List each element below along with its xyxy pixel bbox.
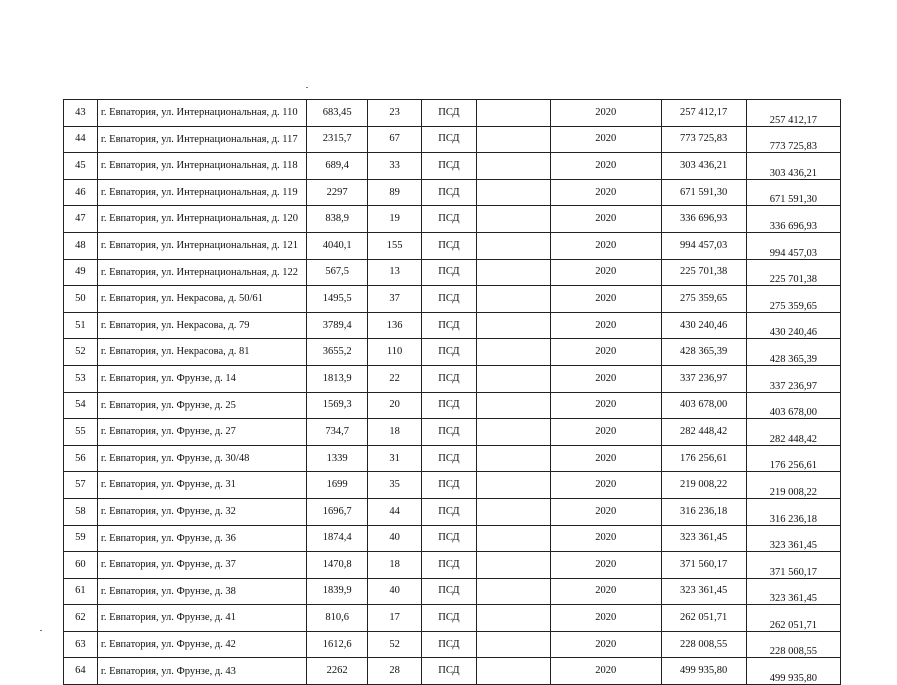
apartments-cell: 110 [368,339,421,366]
table-row [64,286,841,313]
work-type-cell: ПСД [421,498,476,525]
year-cell: 2020 [550,658,661,685]
empty-cell [477,286,551,313]
address-cell: г. Евпатория, ул. Фрунзе, д. 32 [97,498,306,525]
empty-cell [477,153,551,180]
apartments-cell: 35 [368,472,421,499]
year-cell: 2020 [550,445,661,472]
empty-cell [477,365,551,392]
year-cell: 2020 [550,206,661,233]
year-cell: 2020 [550,339,661,366]
empty-cell [477,525,551,552]
table-row [64,605,841,632]
total-cell: 316 236,18 [746,498,840,525]
total-cell: 282 448,42 [746,419,840,446]
table-row [64,472,841,499]
address-cell: г. Евпатория, ул. Фрунзе, д. 14 [97,365,306,392]
row-number-cell: 53 [64,365,98,392]
empty-cell [477,206,551,233]
table-row [64,631,841,658]
apartments-cell: 89 [368,179,421,206]
cost-cell: 257 412,17 [661,100,746,127]
work-type-cell: ПСД [421,232,476,259]
year-cell: 2020 [550,419,661,446]
work-type-cell: ПСД [421,578,476,605]
apartments-cell: 40 [368,578,421,605]
row-number-cell: 64 [64,658,98,685]
row-number-cell: 61 [64,578,98,605]
address-cell: г. Евпатория, ул. Фрунзе, д. 37 [97,552,306,579]
table-row [64,498,841,525]
apartments-cell: 19 [368,206,421,233]
area-cell: 2297 [306,179,368,206]
cost-cell: 225 701,38 [661,259,746,286]
year-cell: 2020 [550,126,661,153]
empty-cell [477,472,551,499]
area-cell: 2262 [306,658,368,685]
table-row [64,259,841,286]
address-cell: г. Евпатория, ул. Интернациональная, д. 122 [97,259,306,286]
cost-cell: 275 359,65 [661,286,746,313]
area-cell: 1699 [306,472,368,499]
address-cell: г. Евпатория, ул. Интернациональная, д. 121 [97,232,306,259]
empty-cell [477,259,551,286]
empty-cell [477,126,551,153]
address-cell: г. Евпатория, ул. Фрунзе, д. 36 [97,525,306,552]
apartments-cell: 20 [368,392,421,419]
row-number-cell: 50 [64,286,98,313]
apartments-cell: 28 [368,658,421,685]
year-cell: 2020 [550,365,661,392]
table-row [64,552,841,579]
area-cell: 4040,1 [306,232,368,259]
row-number-cell: 58 [64,498,98,525]
area-cell: 567,5 [306,259,368,286]
empty-cell [477,552,551,579]
apartments-cell: 22 [368,365,421,392]
work-type-cell: ПСД [421,552,476,579]
total-cell: 428 365,39 [746,339,840,366]
area-cell: 2315,7 [306,126,368,153]
year-cell: 2020 [550,498,661,525]
work-type-cell: ПСД [421,605,476,632]
area-cell: 689,4 [306,153,368,180]
table-row [64,445,841,472]
cost-cell: 671 591,30 [661,179,746,206]
empty-cell [477,419,551,446]
year-cell: 2020 [550,578,661,605]
empty-cell [477,100,551,127]
address-cell: г. Евпатория, ул. Фрунзе, д. 43 [97,658,306,685]
row-number-cell: 60 [64,552,98,579]
table-row [64,658,841,685]
total-cell: 994 457,03 [746,232,840,259]
work-type-cell: ПСД [421,179,476,206]
table-row [64,525,841,552]
address-cell: г. Евпатория, ул. Фрунзе, д. 42 [97,631,306,658]
empty-cell [477,658,551,685]
address-cell: г. Евпатория, ул. Интернациональная, д. 120 [97,206,306,233]
area-cell: 1470,8 [306,552,368,579]
address-cell: г. Евпатория, ул. Фрунзе, д. 25 [97,392,306,419]
total-cell: 303 436,21 [746,153,840,180]
row-number-cell: 63 [64,631,98,658]
table-row [64,392,841,419]
table-row [64,419,841,446]
cost-cell: 316 236,18 [661,498,746,525]
work-type-cell: ПСД [421,631,476,658]
row-number-cell: 45 [64,153,98,180]
row-number-cell: 48 [64,232,98,259]
empty-cell [477,631,551,658]
work-type-cell: ПСД [421,286,476,313]
empty-cell [477,498,551,525]
area-cell: 1612,6 [306,631,368,658]
total-cell: 773 725,83 [746,126,840,153]
row-number-cell: 44 [64,126,98,153]
cost-cell: 371 560,17 [661,552,746,579]
work-type-cell: ПСД [421,419,476,446]
row-number-cell: 62 [64,605,98,632]
cost-cell: 323 361,45 [661,578,746,605]
total-cell: 403 678,00 [746,392,840,419]
apartments-cell: 17 [368,605,421,632]
area-cell: 1696,7 [306,498,368,525]
cost-cell: 262 051,71 [661,605,746,632]
empty-cell [477,312,551,339]
work-type-cell: ПСД [421,365,476,392]
area-cell: 3789,4 [306,312,368,339]
year-cell: 2020 [550,259,661,286]
table-row [64,232,841,259]
row-number-cell: 47 [64,206,98,233]
address-cell: г. Евпатория, ул. Фрунзе, д. 38 [97,578,306,605]
total-cell: 225 701,38 [746,259,840,286]
area-cell: 1874,4 [306,525,368,552]
area-cell: 1339 [306,445,368,472]
table-row [64,100,841,127]
cost-cell: 303 436,21 [661,153,746,180]
table-row [64,153,841,180]
total-cell: 337 236,97 [746,365,840,392]
address-cell: г. Евпатория, ул. Интернациональная, д. 117 [97,126,306,153]
scan-speck [40,630,42,631]
empty-cell [477,392,551,419]
address-cell: г. Евпатория, ул. Некрасова, д. 81 [97,339,306,366]
cost-cell: 282 448,42 [661,419,746,446]
table-row [64,126,841,153]
cost-cell: 773 725,83 [661,126,746,153]
table-body [64,100,841,685]
area-cell: 1813,9 [306,365,368,392]
address-cell: г. Евпатория, ул. Некрасова, д. 50/61 [97,286,306,313]
empty-cell [477,339,551,366]
table-row [64,578,841,605]
cost-cell: 428 365,39 [661,339,746,366]
table-row [64,206,841,233]
apartments-cell: 40 [368,525,421,552]
area-cell: 1569,3 [306,392,368,419]
apartments-cell: 37 [368,286,421,313]
year-cell: 2020 [550,286,661,313]
total-cell: 430 240,46 [746,312,840,339]
area-cell: 810,6 [306,605,368,632]
year-cell: 2020 [550,312,661,339]
year-cell: 2020 [550,392,661,419]
empty-cell [477,232,551,259]
address-cell: г. Евпатория, ул. Некрасова, д. 79 [97,312,306,339]
cost-cell: 228 008,55 [661,631,746,658]
cost-cell: 499 935,80 [661,658,746,685]
year-cell: 2020 [550,100,661,127]
total-cell: 499 935,80 [746,658,840,685]
cost-cell: 337 236,97 [661,365,746,392]
row-number-cell: 59 [64,525,98,552]
scan-speck [306,87,308,88]
cost-cell: 176 256,61 [661,445,746,472]
row-number-cell: 56 [64,445,98,472]
total-cell: 262 051,71 [746,605,840,632]
empty-cell [477,445,551,472]
address-cell: г. Евпатория, ул. Фрунзе, д. 31 [97,472,306,499]
total-cell: 275 359,65 [746,286,840,313]
row-number-cell: 55 [64,419,98,446]
cost-cell: 323 361,45 [661,525,746,552]
year-cell: 2020 [550,525,661,552]
row-number-cell: 51 [64,312,98,339]
row-number-cell: 57 [64,472,98,499]
empty-cell [477,578,551,605]
table-row [64,179,841,206]
total-cell: 176 256,61 [746,445,840,472]
row-number-cell: 49 [64,259,98,286]
address-cell: г. Евпатория, ул. Фрунзе, д. 27 [97,419,306,446]
work-type-cell: ПСД [421,100,476,127]
total-cell: 257 412,17 [746,100,840,127]
apartments-cell: 44 [368,498,421,525]
total-cell: 371 560,17 [746,552,840,579]
area-cell: 838,9 [306,206,368,233]
work-type-cell: ПСД [421,206,476,233]
row-number-cell: 54 [64,392,98,419]
work-type-cell: ПСД [421,259,476,286]
area-cell: 1839,9 [306,578,368,605]
year-cell: 2020 [550,153,661,180]
work-type-cell: ПСД [421,525,476,552]
apartments-cell: 23 [368,100,421,127]
cost-cell: 336 696,93 [661,206,746,233]
address-cell: г. Евпатория, ул. Фрунзе, д. 41 [97,605,306,632]
work-type-cell: ПСД [421,392,476,419]
work-type-cell: ПСД [421,445,476,472]
address-cell: г. Евпатория, ул. Интернациональная, д. 118 [97,153,306,180]
work-type-cell: ПСД [421,153,476,180]
cost-cell: 430 240,46 [661,312,746,339]
empty-cell [477,179,551,206]
work-type-cell: ПСД [421,472,476,499]
cost-cell: 994 457,03 [661,232,746,259]
empty-cell [477,605,551,632]
apartments-cell: 155 [368,232,421,259]
work-type-cell: ПСД [421,658,476,685]
total-cell: 671 591,30 [746,179,840,206]
table-row [64,365,841,392]
apartments-cell: 31 [368,445,421,472]
apartments-cell: 52 [368,631,421,658]
year-cell: 2020 [550,179,661,206]
address-cell: г. Евпатория, ул. Фрунзе, д. 30/48 [97,445,306,472]
total-cell: 228 008,55 [746,631,840,658]
address-cell: г. Евпатория, ул. Интернациональная, д. 119 [97,179,306,206]
total-cell: 323 361,45 [746,525,840,552]
year-cell: 2020 [550,605,661,632]
year-cell: 2020 [550,472,661,499]
total-cell: 323 361,45 [746,578,840,605]
table-row [64,312,841,339]
apartments-cell: 13 [368,259,421,286]
apartments-cell: 18 [368,552,421,579]
area-cell: 1495,5 [306,286,368,313]
cost-cell: 219 008,22 [661,472,746,499]
cost-cell: 403 678,00 [661,392,746,419]
row-number-cell: 52 [64,339,98,366]
area-cell: 3655,2 [306,339,368,366]
year-cell: 2020 [550,552,661,579]
address-cell: г. Евпатория, ул. Интернациональная, д. 110 [97,100,306,127]
apartments-cell: 18 [368,419,421,446]
housing-table [63,99,841,685]
area-cell: 683,45 [306,100,368,127]
apartments-cell: 33 [368,153,421,180]
work-type-cell: ПСД [421,312,476,339]
work-type-cell: ПСД [421,339,476,366]
work-type-cell: ПСД [421,126,476,153]
area-cell: 734,7 [306,419,368,446]
total-cell: 219 008,22 [746,472,840,499]
total-cell: 336 696,93 [746,206,840,233]
row-number-cell: 43 [64,100,98,127]
apartments-cell: 136 [368,312,421,339]
table-row [64,339,841,366]
year-cell: 2020 [550,631,661,658]
row-number-cell: 46 [64,179,98,206]
apartments-cell: 67 [368,126,421,153]
year-cell: 2020 [550,232,661,259]
